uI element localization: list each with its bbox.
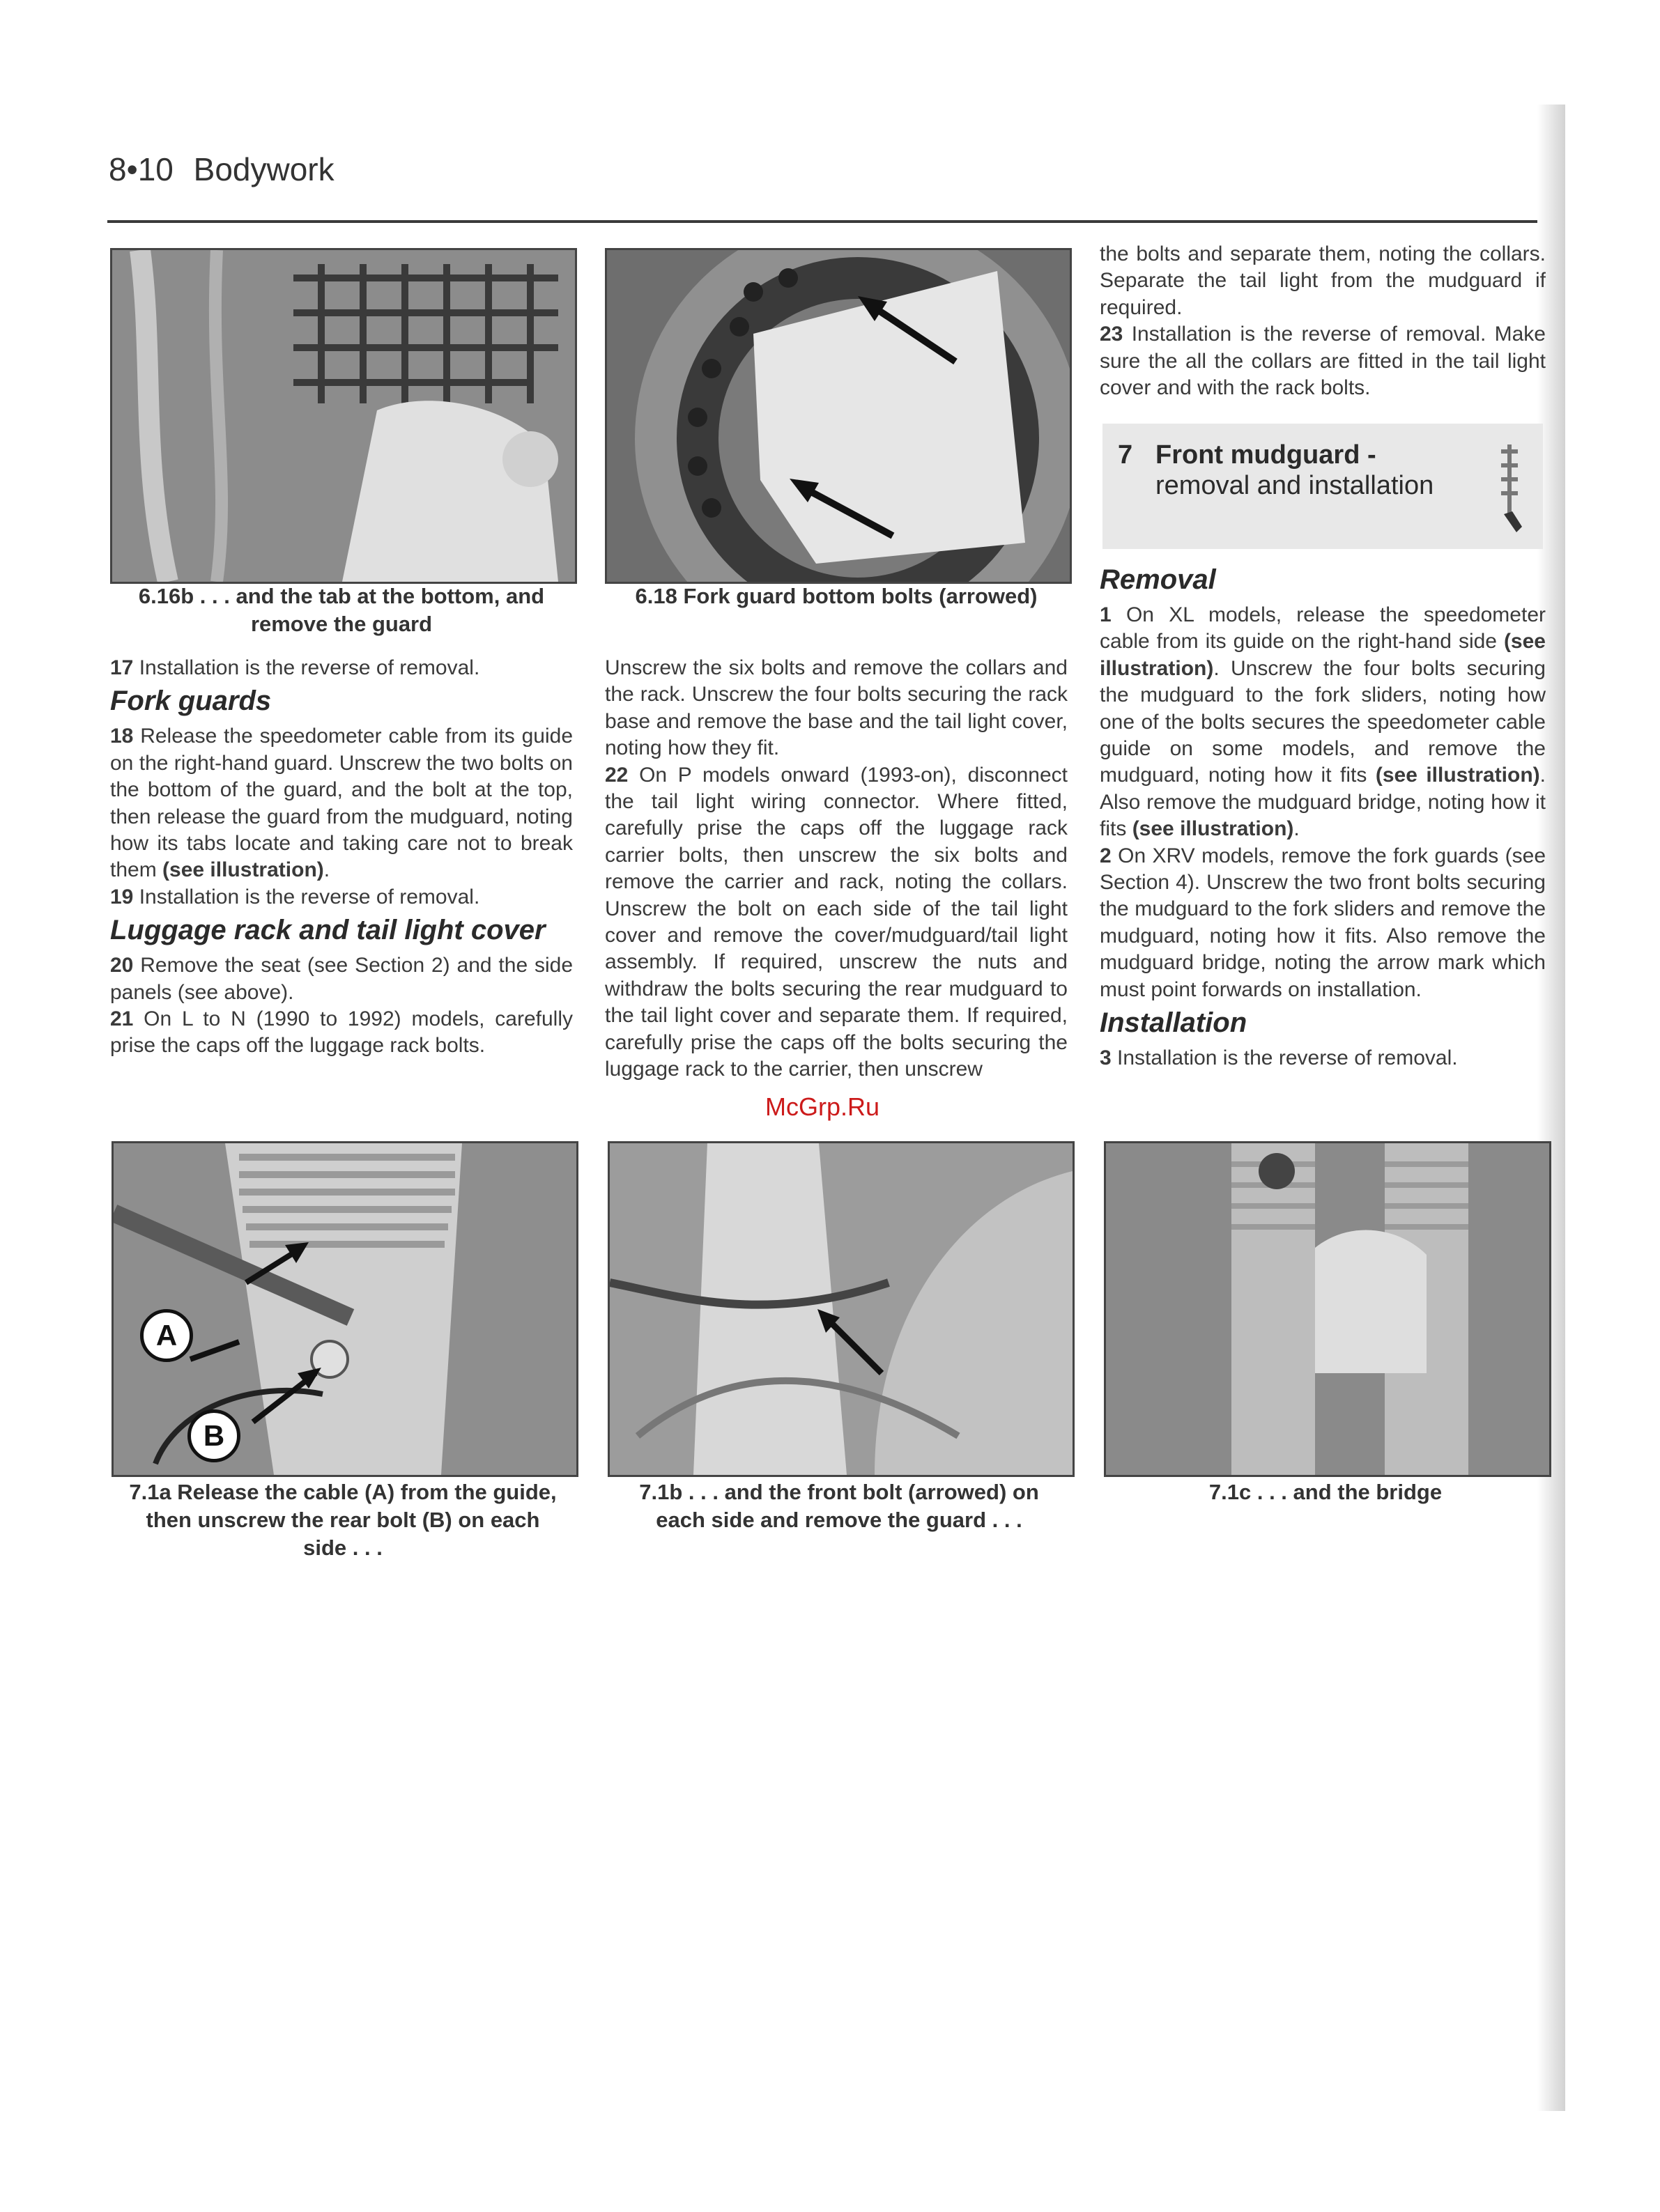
callout-a: A (140, 1309, 193, 1362)
header-rule (107, 220, 1543, 223)
text-column-1 (110, 655, 573, 1060)
text-column-2 (605, 655, 1068, 1083)
paragraph-22-continued: the bolts and separate them, noting the collars. Separate the tail light from the mudguard if required. (1100, 242, 1546, 319)
section-title: Bodywork (193, 151, 335, 187)
paragraph-22: 22 On P models onward (1993-on), disconnect the tail light wiring connector. Where fitted, carefully prise the caps off the luggage rack carrier bolts, then unscrew the six bolts and remove the carrier and rack, noting the collars. Unscrew the bolt on each side of the tail light cover and remove the cover/mudguard/tail light assembly. If required, unscrew the nuts and withdraw the bolts securing the rear mudguard to the tail light cover and separate them. If required, carefully prise the caps off the bolts securing the luggage rack to the carrier, then unscrew (605, 763, 1068, 1081)
page-number: 8•10 (109, 151, 174, 187)
heading-removal: Removal (1100, 564, 1216, 595)
photo-7-1a (112, 1141, 578, 1477)
caption-7-1b: 7.1b . . . and the front bolt (arrowed) on each side and remove the guard . . . (639, 1480, 1039, 1532)
paragraph-23: 23 Installation is the reverse of removal. Make sure the all the collars are fitted in the tail light cover and with the rack bolts. (1100, 323, 1546, 400)
heading-installation: Installation (1100, 1007, 1247, 1039)
caption-6-16b: 6.16b . . . and the tab at the bottom, and remove the guard (138, 584, 545, 636)
heading-luggage-rack: Luggage rack and tail light cover (110, 915, 546, 946)
section-title-line1: Front mudguard - (1155, 440, 1376, 470)
heading-fork-guards: Fork guards (110, 686, 272, 717)
caption-7-1a: 7.1a Release the cable (A) from the guide, then unscrew the rear bolt (B) on each side . . . (129, 1480, 557, 1560)
paragraph-19: 19 Installation is the reverse of removal. (110, 885, 480, 908)
section-title-line2: removal and installation (1155, 471, 1434, 500)
paragraph-18: 18 Release the speedometer cable from its guide on the right-hand guard. Unscrew the two bolts on the bottom of the guard, and the bolt at the top, then release the guard from the mudguard, noting how its tabs locate and taking care not to break them (see illustration). (110, 725, 573, 882)
paragraph-3: 3 Installation is the reverse of removal. (1100, 1046, 1458, 1070)
photo-6-16b (110, 248, 577, 584)
paragraph-2: 2 On XRV models, remove the fork guards (see Section 4). Unscrew the two front bolts securing the mudguard to the fork sliders and remove the mudguard, noting how it fits. Also remove the mudguard bridge, noting the arrow mark which must point forwards on installation. (1100, 844, 1546, 1001)
caption-6-18: 6.18 Fork guard bottom bolts (arrowed) (635, 584, 1038, 608)
paragraph-21: 21 On L to N (1990 to 1992) models, carefully prise the caps off the luggage rack bolts. (110, 1007, 573, 1058)
text-column-3-bottom (1100, 560, 1546, 1072)
section-number: 7 (1118, 440, 1133, 470)
caption-7-1c: 7.1c . . . and the bridge (1208, 1480, 1443, 1504)
spanner-difficulty-icon (1489, 438, 1530, 535)
paragraph-1: 1 On XL models, release the speedometer cable from its guide on the right-hand side (see illustration). Unscrew the four bolts securing the mudguard to the fork sliders, noting how one of the bolts secures the speedometer cable guide on some models, and remove the mudguard, noting how it fits (see illustration). Also remove the mudguard bridge, noting how it fits (see illustration). (1100, 603, 1546, 841)
photo-7-1b (608, 1141, 1075, 1477)
watermark: McGrp.Ru (765, 1092, 880, 1121)
section-7-heading-box (1102, 424, 1543, 549)
paragraph-21-continued: Unscrew the six bolts and remove the collars and the rack. Unscrew the four bolts securing the rack base and remove the base and the tail light cover, noting how they fit. (605, 656, 1068, 760)
photo-6-18 (605, 248, 1072, 584)
page-edge-shadow (1537, 105, 1565, 2111)
photo-7-1c (1104, 1141, 1551, 1477)
paragraph-17: 17 Installation is the reverse of removal. (110, 656, 480, 679)
text-column-3-top (1100, 241, 1546, 401)
page-header (109, 150, 335, 188)
paragraph-20: 20 Remove the seat (see Section 2) and the side panels (see above). (110, 954, 574, 1004)
callout-b: B (187, 1409, 240, 1462)
